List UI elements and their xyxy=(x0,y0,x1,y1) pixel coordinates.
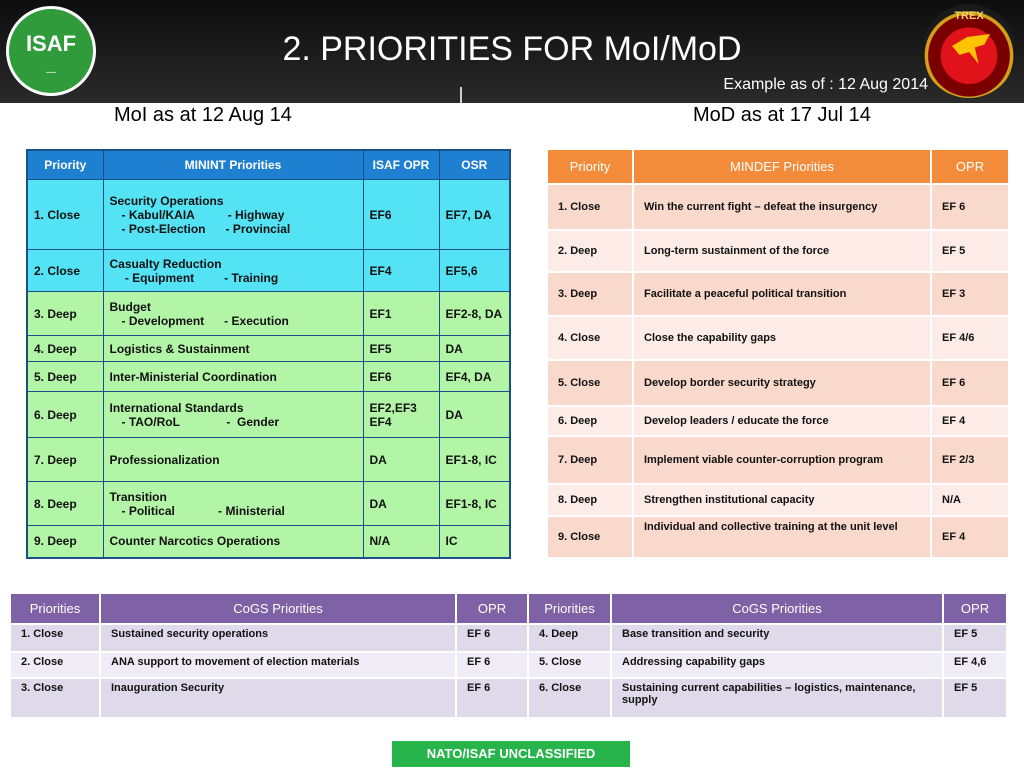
moi-row xyxy=(27,336,510,362)
moi-isaf-opr-cell: EF4 xyxy=(363,250,439,292)
mod-priority-cell: 1. Close xyxy=(547,184,633,230)
cogs-priority-text-cell: Inauguration Security xyxy=(100,678,456,718)
moi-minint-title: Professionalization xyxy=(109,452,220,467)
mod-row xyxy=(547,184,1009,230)
moi-isaf-opr-cell: EF6 xyxy=(363,180,439,250)
mod-mindef-cell: Win the current fight – defeat the insurgency xyxy=(633,184,931,230)
isaf-logo-text: ISAF xyxy=(25,31,77,56)
moi-minint-subitem: - Development - Execution xyxy=(121,313,289,328)
moi-minint-title: Budget xyxy=(109,299,151,314)
divider-mark xyxy=(460,87,462,103)
moi-osr-cell: EF5,6 xyxy=(439,250,510,292)
mod-mindef-cell: Facilitate a peaceful political transition xyxy=(633,272,931,316)
cogs-col-priorities-2: Priorities xyxy=(528,593,611,624)
mod-mindef-cell: Implement viable counter-corruption program xyxy=(633,436,931,484)
slide-header xyxy=(0,0,1024,103)
mod-priorities-table xyxy=(546,148,1010,559)
moi-priority-cell: 4. Deep xyxy=(27,336,103,362)
moi-priority-cell: 2. Close xyxy=(27,250,103,292)
moi-priority-cell: 3. Deep xyxy=(27,292,103,336)
cogs-priority-cell: 6. Close xyxy=(528,678,611,718)
cogs-header-row xyxy=(10,593,1007,624)
moi-minint-title: Logistics & Sustainment xyxy=(109,341,250,356)
mod-row xyxy=(547,484,1009,516)
mod-opr-cell: EF 6 xyxy=(931,184,1009,230)
slide-title: 2. PRIORITIES FOR MoI/MoD xyxy=(282,30,742,68)
cogs-priority-cell: 3. Close xyxy=(10,678,100,718)
moi-minint-cell xyxy=(103,482,363,526)
mod-priority-cell: 6. Deep xyxy=(547,406,633,436)
mod-mindef-cell: Develop leaders / educate the force xyxy=(633,406,931,436)
moi-row xyxy=(27,250,510,292)
mod-opr-cell: EF 4/6 xyxy=(931,316,1009,360)
cogs-priority-cell: 1. Close xyxy=(10,624,100,652)
moi-minint-title: Inter-Ministerial Coordination xyxy=(109,369,277,384)
moi-isaf-opr-cell: DA xyxy=(363,438,439,482)
moi-priority-cell: 8. Deep xyxy=(27,482,103,526)
cogs-opr-cell: EF 6 xyxy=(456,678,528,718)
cogs-row xyxy=(10,624,1007,652)
mod-opr-cell: EF 3 xyxy=(931,272,1009,316)
moi-isaf-opr-cell: EF5 xyxy=(363,336,439,362)
moi-osr-cell: IC xyxy=(439,526,510,558)
cogs-opr-cell: EF 6 xyxy=(456,652,528,678)
mod-row xyxy=(547,360,1009,406)
moi-priority-cell: 9. Deep xyxy=(27,526,103,558)
cogs-opr-cell: EF 6 xyxy=(456,624,528,652)
moi-minint-cell xyxy=(103,180,363,250)
mod-priority-cell: 9. Close xyxy=(547,516,633,558)
mod-col-priority: Priority xyxy=(547,149,633,184)
moi-minint-cell xyxy=(103,526,363,558)
mod-opr-cell: EF 4 xyxy=(931,516,1009,558)
moi-osr-cell: EF1-8, IC xyxy=(439,438,510,482)
moi-minint-title: Transition xyxy=(109,489,167,504)
moi-row xyxy=(27,362,510,392)
mod-opr-cell: EF 2/3 xyxy=(931,436,1009,484)
cogs-col-opr-2: OPR xyxy=(943,593,1007,624)
cogs-col-priorities-1: Priorities xyxy=(10,593,100,624)
mod-priority-cell: 2. Deep xyxy=(547,230,633,272)
cogs-col-opr-1: OPR xyxy=(456,593,528,624)
mod-row xyxy=(547,230,1009,272)
mod-row xyxy=(547,436,1009,484)
moi-isaf-opr-cell: DA xyxy=(363,482,439,526)
moi-col-priority: Priority xyxy=(27,150,103,180)
cogs-col-cogs-2: CoGS Priorities xyxy=(611,593,943,624)
moi-osr-cell: EF2-8, DA xyxy=(439,292,510,336)
moi-row xyxy=(27,438,510,482)
moi-priority-cell: 1. Close xyxy=(27,180,103,250)
moi-col-osr: OSR xyxy=(439,150,510,180)
moi-priority-cell: 5. Deep xyxy=(27,362,103,392)
moi-isaf-opr-cell: N/A xyxy=(363,526,439,558)
mod-col-mindef: MINDEF Priorities xyxy=(633,149,931,184)
cogs-priority-text-cell: Base transition and security xyxy=(611,624,943,652)
moi-priority-cell: 6. Deep xyxy=(27,392,103,438)
mod-opr-cell: EF 5 xyxy=(931,230,1009,272)
mod-mindef-cell: Close the capability gaps xyxy=(633,316,931,360)
mod-header-row xyxy=(547,149,1009,184)
mod-priority-cell: 5. Close xyxy=(547,360,633,406)
mod-row xyxy=(547,272,1009,316)
mod-mindef-cell: Individual and collective training at the unit level xyxy=(633,516,931,558)
cogs-priority-cell: 4. Deep xyxy=(528,624,611,652)
moi-row xyxy=(27,292,510,336)
moi-isaf-opr-cell: EF6 xyxy=(363,362,439,392)
moi-col-isaf-opr: ISAF OPR xyxy=(363,150,439,180)
cogs-opr-cell: EF 5 xyxy=(943,624,1007,652)
mod-priority-cell: 3. Deep xyxy=(547,272,633,316)
moi-minint-title: Casualty Reduction xyxy=(109,256,222,271)
moi-minint-subitem: - TAO/RoL - Gender xyxy=(121,414,280,429)
mod-opr-cell: EF 6 xyxy=(931,360,1009,406)
moi-isaf-opr-cell: EF2,EF3 EF4 xyxy=(363,392,439,438)
isaf-logo: ISAF ― xyxy=(6,6,96,96)
cogs-opr-cell: EF 5 xyxy=(943,678,1007,718)
mod-mindef-cell: Strengthen institutional capacity xyxy=(633,484,931,516)
mod-row xyxy=(547,516,1009,558)
moi-col-minint: MININT Priorities xyxy=(103,150,363,180)
moi-minint-cell xyxy=(103,392,363,438)
mod-col-opr: OPR xyxy=(931,149,1009,184)
moi-minint-subitem: - Kabul/KAIA - Highway xyxy=(121,207,285,222)
moi-minint-title: International Standards xyxy=(109,400,244,415)
moi-row xyxy=(27,392,510,438)
moi-minint-title: Security Operations xyxy=(109,193,224,208)
moi-osr-cell: EF7, DA xyxy=(439,180,510,250)
mod-heading: MoD as at 17 Jul 14 xyxy=(693,104,871,126)
moi-minint-cell xyxy=(103,336,363,362)
moi-minint-title: Counter Narcotics Operations xyxy=(109,534,281,549)
cogs-priorities-table xyxy=(9,592,1008,719)
cogs-priority-cell: 2. Close xyxy=(10,652,100,678)
classification-badge: NATO/ISAF UNCLASSIFIED xyxy=(392,741,630,767)
mod-priority-cell: 4. Close xyxy=(547,316,633,360)
cogs-priority-text-cell: Addressing capability gaps xyxy=(611,652,943,678)
cogs-priority-text-cell: Sustaining current capabilities – logistics, maintenance, supply xyxy=(611,678,943,718)
moi-isaf-opr-cell: EF1 xyxy=(363,292,439,336)
cogs-col-cogs-1: CoGS Priorities xyxy=(100,593,456,624)
moi-heading: MoI as at 12 Aug 14 xyxy=(114,104,292,126)
moi-minint-subitem: - Post-Election - Provincial xyxy=(121,221,291,236)
cogs-opr-cell: EF 4,6 xyxy=(943,652,1007,678)
moi-minint-subitem: - Political - Ministerial xyxy=(121,503,285,518)
mod-priority-cell: 8. Deep xyxy=(547,484,633,516)
moi-priorities-table xyxy=(26,149,511,559)
mod-opr-cell: N/A xyxy=(931,484,1009,516)
moi-minint-cell xyxy=(103,250,363,292)
moi-osr-cell: EF4, DA xyxy=(439,362,510,392)
dinosaur-icon xyxy=(952,34,990,64)
moi-row xyxy=(27,482,510,526)
slide-subtitle: Example as of : 12 Aug 2014 xyxy=(723,76,928,93)
mod-priority-cell: 7. Deep xyxy=(547,436,633,484)
trex-logo xyxy=(922,4,1016,98)
moi-row xyxy=(27,180,510,250)
moi-osr-cell: EF1-8, IC xyxy=(439,482,510,526)
moi-minint-cell xyxy=(103,438,363,482)
cogs-row xyxy=(10,652,1007,678)
moi-osr-cell: DA xyxy=(439,392,510,438)
mod-mindef-cell: Develop border security strategy xyxy=(633,360,931,406)
cogs-priority-cell: 5. Close xyxy=(528,652,611,678)
moi-minint-cell xyxy=(103,292,363,336)
cogs-row xyxy=(10,678,1007,718)
moi-osr-cell: DA xyxy=(439,336,510,362)
cogs-priority-text-cell: ANA support to movement of election materials xyxy=(100,652,456,678)
moi-header-row xyxy=(27,150,510,180)
moi-row xyxy=(27,526,510,558)
moi-priority-cell: 7. Deep xyxy=(27,438,103,482)
moi-minint-subitem: - Equipment - Training xyxy=(121,270,279,285)
mod-row xyxy=(547,406,1009,436)
moi-minint-cell xyxy=(103,362,363,392)
mod-mindef-cell: Long-term sustainment of the force xyxy=(633,230,931,272)
cogs-priority-text-cell: Sustained security operations xyxy=(100,624,456,652)
mod-opr-cell: EF 4 xyxy=(931,406,1009,436)
trex-logo-text: TREX xyxy=(954,10,984,22)
mod-row xyxy=(547,316,1009,360)
